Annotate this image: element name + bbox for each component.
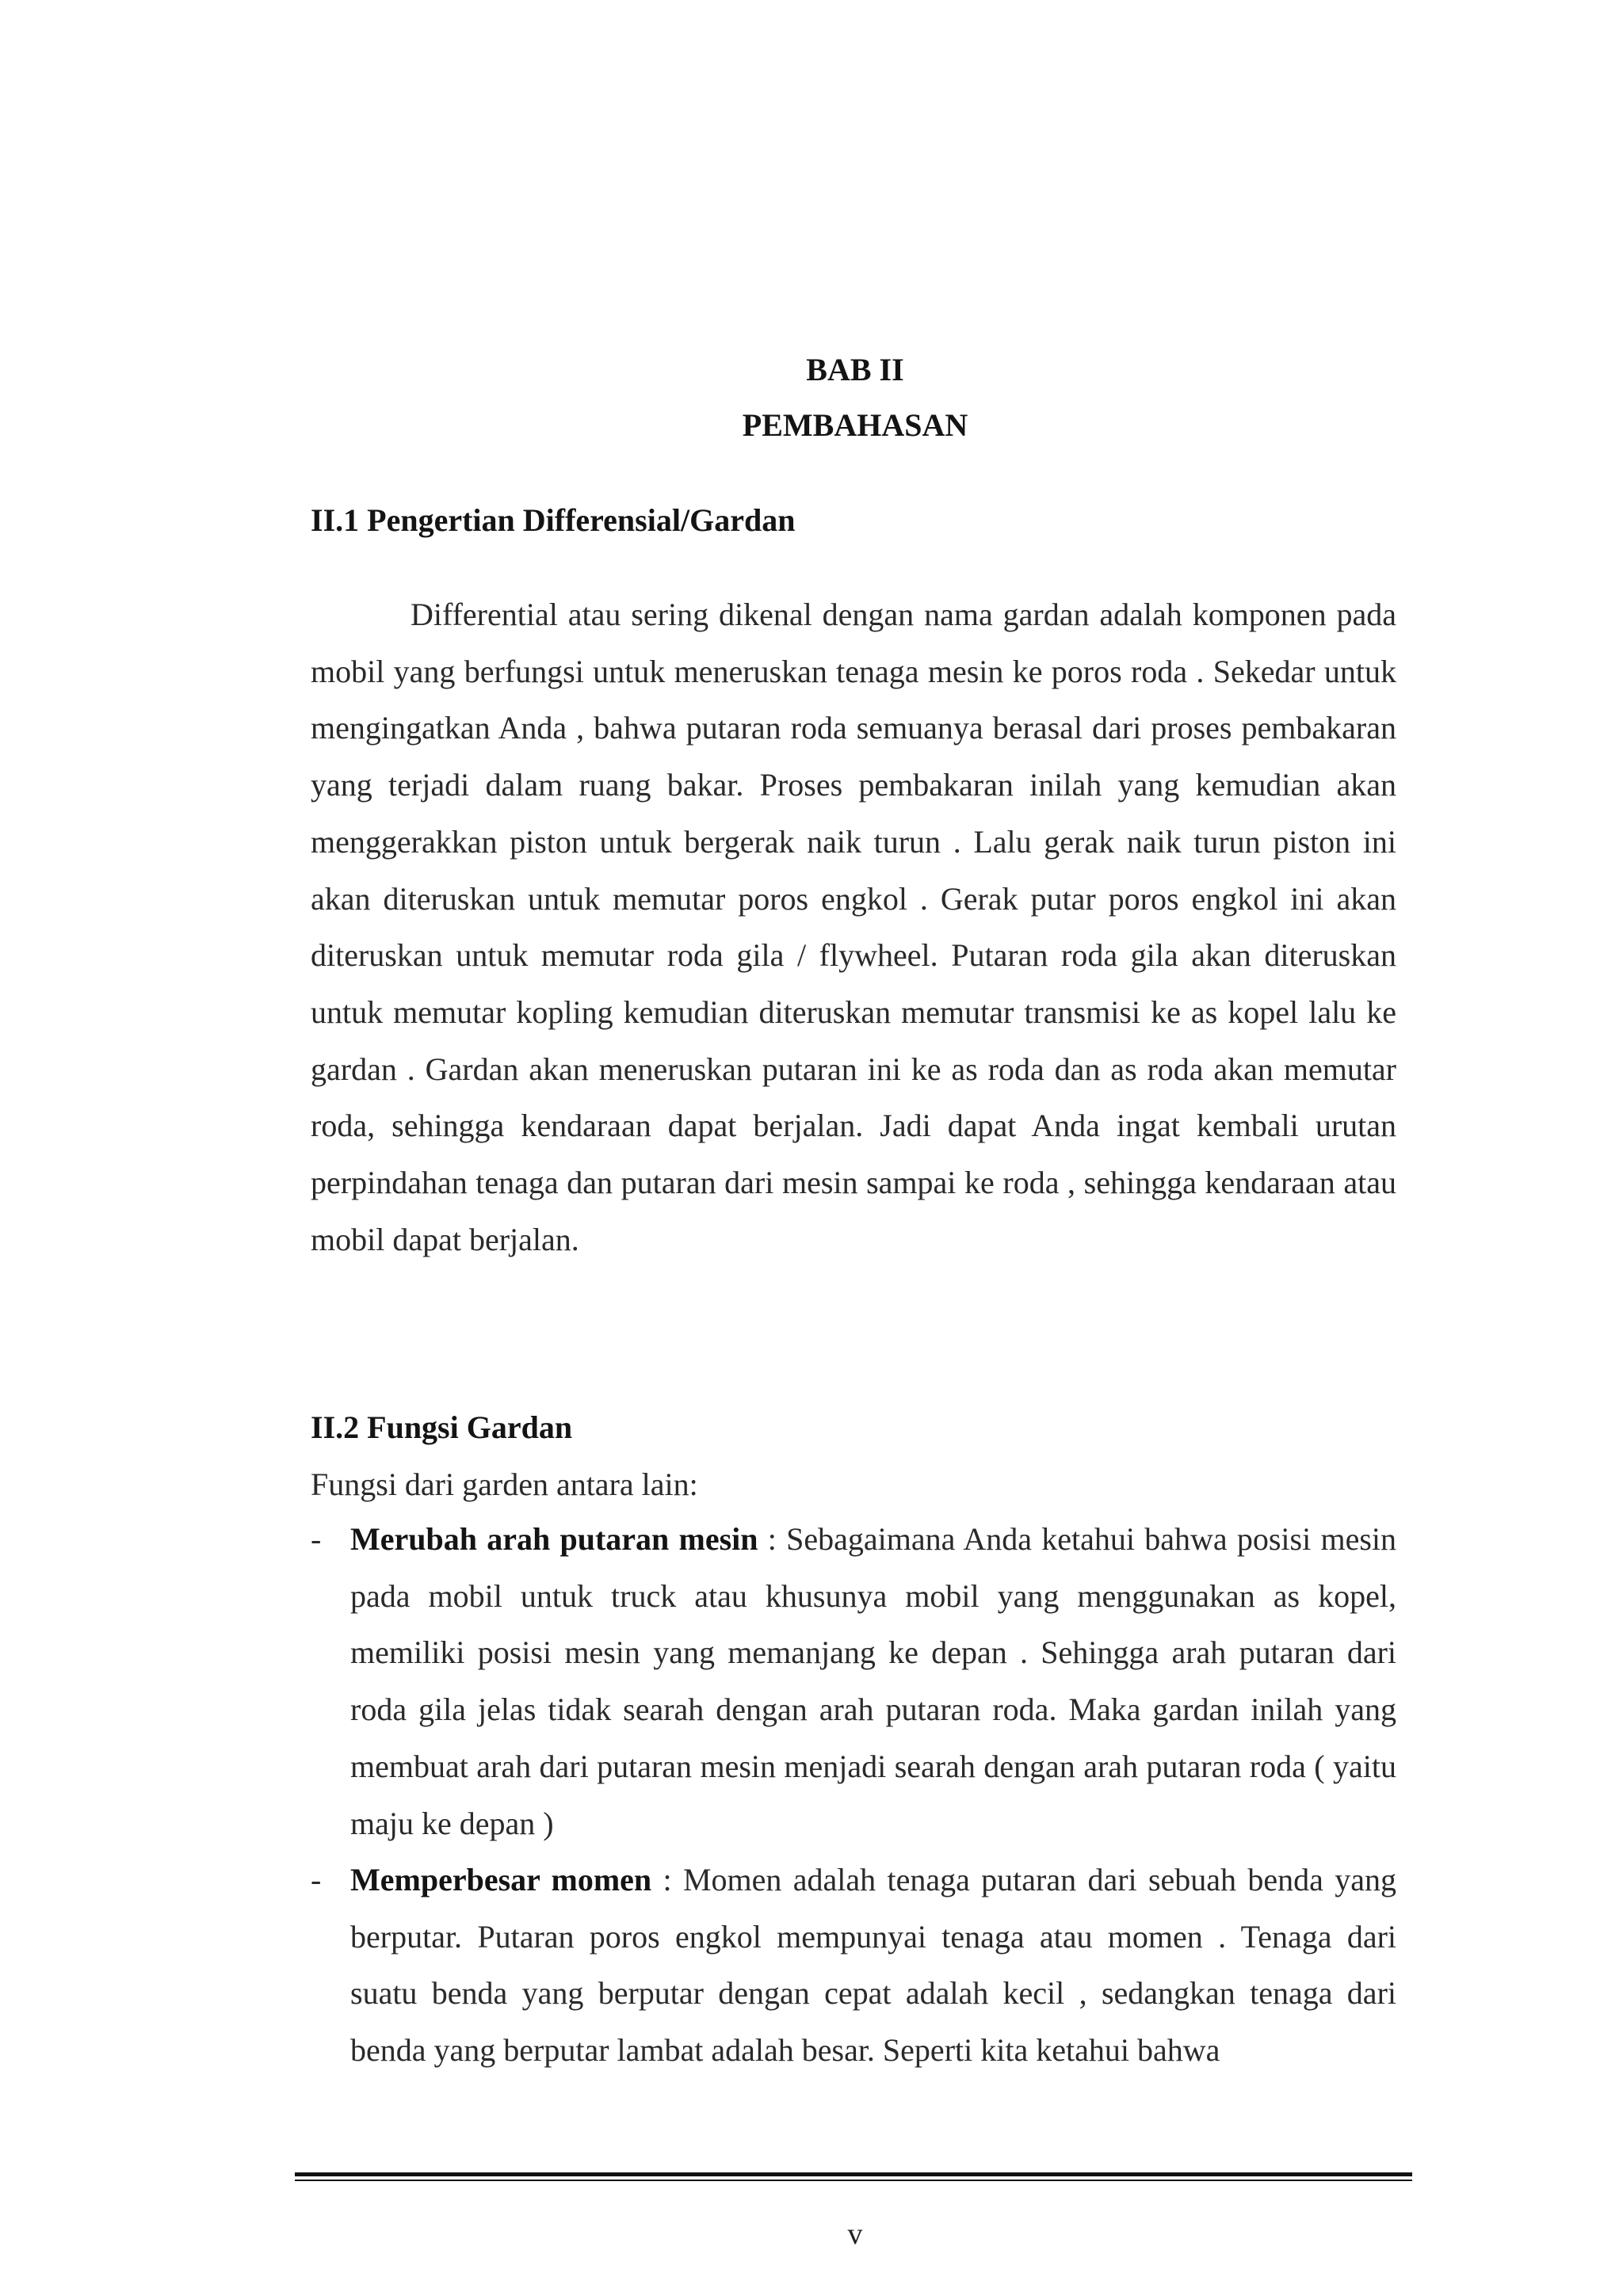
list-bullet-dash: - [311,1521,322,1557]
list-item [311,1511,1396,1852]
section-1-paragraph [311,586,1396,1268]
list-item-text: : Momen adalah tenaga putaran dari sebuah benda yang berputar. Putaran poros engkol mempunyai tenaga atau momen . Tenaga dari suatu benda yang berputar dengan cepat adalah kecil , sedangkan tenaga dari benda yang berputar lambat adalah besar. Seperti kita ketahui bahwa [350,1862,1396,2069]
list-item-term: Memperbesar momen [350,1862,652,1897]
list-bullet-dash: - [311,1862,322,1897]
section-1-paragraph-text: Differential atau sering dikenal dengan nama gardan adalah komponen pada mobil yang berfungsi untuk meneruskan tenaga mesin ke poros roda . Sekedar untuk mengingatkan Anda , bahwa putaran roda semuanya berasal dari proses pembakaran yang terjadi dalam ruang bakar. Proses pembakaran inilah yang kemudian akan menggerakkan piston untuk bergerak naik turun . Lalu gerak naik turun piston ini akan diteruskan untuk memutar poros engkol . Gerak putar poros engkol ini akan diteruskan untuk memutar roda gila / flywheel. Putaran roda gila akan diteruskan untuk memutar kopling kemudian diteruskan memutar transmisi ke as kopel lalu ke gardan . Gardan akan meneruskan putaran ini ke as roda dan as roda akan memutar roda, sehingga kendaraan dapat berjalan. Jadi dapat Anda ingat kembali urutan perpindahan tenaga dan putaran dari mesin sampai ke roda , sehingga kendaraan atau mobil dapat berjalan. [311,597,1396,1257]
page-number: v [847,2218,863,2251]
footer-divider [295,2172,1412,2176]
list-item-term: Merubah arah putaran mesin [350,1521,758,1557]
list-item-text: : Sebagaimana Anda ketahui bahwa posisi mesin pada mobil untuk truck atau khusunya mobil yang menggunakan as kopel, memiliki posisi mesin yang memanjang ke depan . Sehingga arah putaran dari roda gila jelas tidak searah dengan arah putaran roda. Maka gardan inilah yang membuat arah dari putaran mesin menjadi searah dengan arah putaran roda ( yaitu maju ke depan ) [350,1521,1397,1841]
section-2-title: II.2 Fungsi Gardan [311,1409,573,1445]
section-1-title: II.1 Pengertian Differensial/Gardan [311,502,796,538]
chapter-title: PEMBAHASAN [742,407,968,443]
chapter-label: BAB II [806,352,904,387]
section-2-intro: Fungsi dari garden antara lain: [311,1466,698,1502]
footer-divider-thin [295,2180,1412,2181]
list-item [311,1852,1396,2079]
